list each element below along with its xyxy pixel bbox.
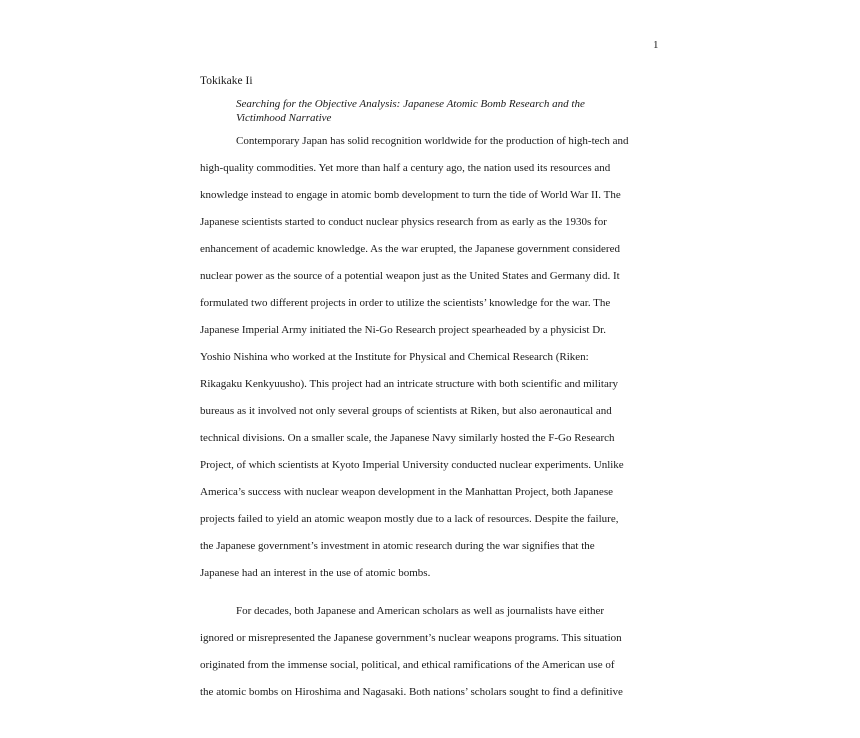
- text-line: high-quality commodities. Yet more than half a century ago, the nation used its resources and: [200, 162, 611, 174]
- text-line: projects failed to yield an atomic weapon mostly due to a lack of resources. Despite the failure,: [200, 513, 619, 525]
- author-name: Tokikake Ii: [200, 75, 253, 87]
- body-paragraph: [200, 134, 660, 593]
- text-line: Project, of which scientists at Kyoto Imperial University conducted nuclear experiments. Unlike: [200, 459, 624, 471]
- text-line: Japanese had an interest in the use of atomic bombs.: [200, 567, 431, 579]
- text-line: the Japanese government’s investment in atomic research during the war signifies that the: [200, 540, 595, 552]
- text-line: Rikagaku Kenkyuusho). This project had an intricate structure with both scientific and military: [200, 378, 618, 390]
- text-line: America’s success with nuclear weapon development in the Manhattan Project, both Japanese: [200, 486, 613, 498]
- text-line: Contemporary Japan has solid recognition worldwide for the production of high-tech and: [236, 135, 629, 147]
- text-line: formulated two different projects in order to utilize the scientists’ knowledge for the war. The: [200, 297, 611, 309]
- paper-title: [236, 97, 656, 125]
- text-line: technical divisions. On a smaller scale, the Japanese Navy similarly hosted the F-Go Research: [200, 432, 615, 444]
- text-line: bureaus as it involved not only several groups of scientists at Riken, but also aeronautical and: [200, 405, 612, 417]
- text-line: knowledge instead to engage in atomic bomb development to turn the tide of World War II. The: [200, 189, 621, 201]
- paper-title-line: Searching for the Objective Analysis: Japanese Atomic Bomb Research and the: [236, 98, 585, 110]
- text-line: nuclear power as the source of a potential weapon just as the United States and Germany did. It: [200, 270, 620, 282]
- body-paragraph: [200, 604, 660, 712]
- text-line: Japanese Imperial Army initiated the Ni-Go Research project spearheaded by a physicist Dr.: [200, 324, 606, 336]
- text-line: Yoshio Nishina who worked at the Institute for Physical and Chemical Research (Riken:: [200, 351, 589, 363]
- paper-title-line: Victimhood Narrative: [236, 112, 332, 124]
- text-line: Japanese scientists started to conduct nuclear physics research from as early as the 1930s for: [200, 216, 607, 228]
- text-line: ignored or misrepresented the Japanese government’s nuclear weapons programs. This situation: [200, 632, 622, 644]
- text-line: originated from the immense social, political, and ethical ramifications of the American use of: [200, 659, 615, 671]
- page-number: 1: [653, 39, 659, 51]
- text-line: For decades, both Japanese and American scholars as well as journalists have either: [236, 605, 605, 617]
- text-line: enhancement of academic knowledge. As the war erupted, the Japanese government considered: [200, 243, 620, 255]
- text-line: the atomic bombs on Hiroshima and Nagasaki. Both nations’ scholars sought to find a definitive: [200, 686, 623, 698]
